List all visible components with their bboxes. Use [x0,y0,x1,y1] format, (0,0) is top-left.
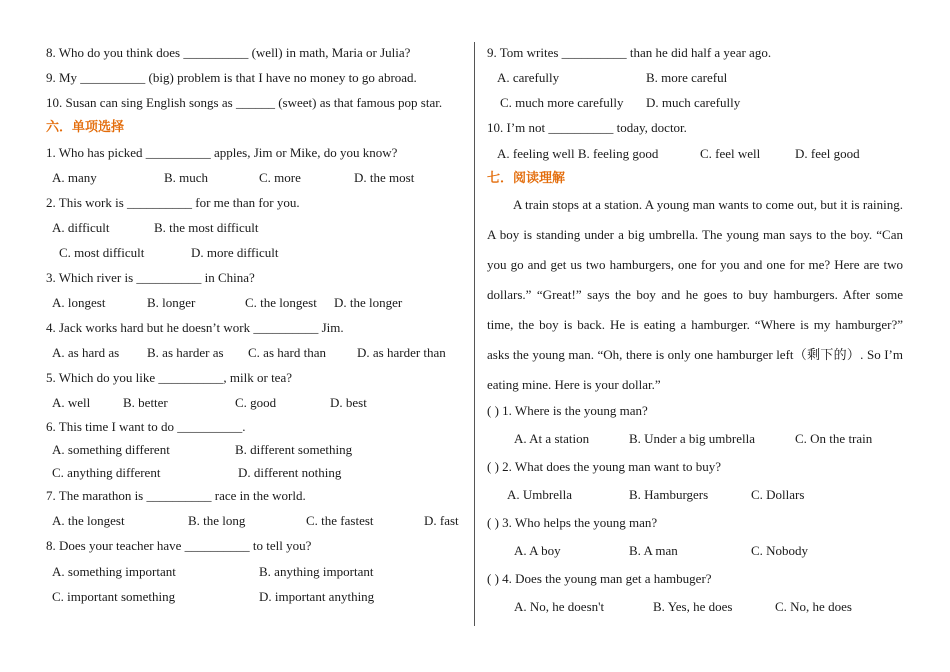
reading-question-3: ( ) 3. Who helps the young man? [487,515,658,530]
mc-question-3: 3. Which river is __________ in China? [46,270,255,285]
reading-option: A. A boy [514,543,561,558]
mc-option: B. more careful [646,70,728,85]
reading-option: A. Umbrella [507,487,572,502]
mc-option: C. more [259,170,301,185]
column-divider [474,42,475,626]
reading-option: B. Hamburgers [629,487,709,502]
reading-option: B. A man [629,543,678,558]
mc-option: C. much more carefully [500,95,624,110]
mc-option: D. different nothing [238,465,342,480]
section-heading-reading: 七．阅读理解 [487,171,566,186]
mc-question-5: 5. Which do you like __________, milk or tea? [46,370,292,385]
mc-option: B. better [123,395,168,410]
mc-option: A. difficult [52,220,110,235]
mc-option: A. the longest [52,513,125,528]
mc-option: A. feeling well B. feeling good [497,146,659,161]
mc-option: A. well [52,395,91,410]
mc-option: B. much [164,170,209,185]
mc-option: D. important anything [259,589,375,604]
fill-question-8: 8. Who do you think does __________ (well) in math, Maria or Julia? [46,45,411,60]
reading-passage: A train stops at a station. A young man wants to come out, but it is raining. A boy is standing under a big umbrella. The young man says to the boy. “Can you go and get us two hamburgers, one for you and one for me? Here are two dollars.” “Great!” says the boy and he goes to buy hamburgers. After some time, the boy is back. He is eating a hamburger. “Where is my hamburger?” asks the young man. “Oh, there is only one hamburger left（剩下的）. So I’m eating mine. Here is your dollar.” [487,197,903,392]
reading-option: B. Yes, he does [653,599,733,614]
mc-option: B. the long [188,513,246,528]
reading-question-2: ( ) 2. What does the young man want to buy? [487,459,722,474]
mc-question-10: 10. I’m not __________ today, doctor. [487,120,687,135]
mc-option: A. something important [52,564,176,579]
mc-question-4: 4. Jack works hard but he doesn’t work __________ Jim. [46,320,344,335]
mc-option: D. as harder than [357,345,446,360]
mc-question-6: 6. This time I want to do __________. [46,419,246,434]
mc-option: A. longest [52,295,106,310]
mc-option: B. anything important [259,564,374,579]
mc-option: C. important something [52,589,176,604]
reading-option: A. No, he doesn't [514,599,605,614]
mc-option: C. most difficult [59,245,145,260]
mc-question-1: 1. Who has picked __________ apples, Jim or Mike, do you know? [46,145,398,160]
mc-option: D. the most [354,170,415,185]
reading-option: C. No, he does [775,599,852,614]
mc-option: D. fast [424,513,459,528]
mc-option: B. different something [235,442,353,457]
reading-option: A. At a station [514,431,590,446]
section-heading-multiple-choice: 六．单项选择 [46,120,125,135]
reading-option: C. Dollars [751,487,805,502]
reading-option: C. On the train [795,431,873,446]
mc-option: B. longer [147,295,196,310]
fill-question-10: 10. Susan can sing English songs as ______ (sweet) as that famous pop star. [46,95,443,110]
mc-option: B. the most difficult [154,220,259,235]
mc-option: B. as harder as [147,345,224,360]
reading-question-4: ( ) 4. Does the young man get a hambuger? [487,571,712,586]
mc-option: D. the longer [334,295,403,310]
mc-option: D. feel good [795,146,860,161]
mc-option: D. more difficult [191,245,279,260]
mc-question-9: 9. Tom writes __________ than he did half a year ago. [487,45,772,60]
reading-question-1: ( ) 1. Where is the young man? [487,403,648,418]
mc-question-7: 7. The marathon is __________ race in the world. [46,488,306,503]
mc-option: C. the longest [245,295,317,310]
mc-option: D. best [330,395,367,410]
mc-option: A. as hard as [52,345,120,360]
mc-option: C. as hard than [248,345,326,360]
mc-option: A. something different [52,442,170,457]
mc-option: C. feel well [700,146,761,161]
mc-option: A. carefully [497,70,560,85]
mc-question-8: 8. Does your teacher have __________ to tell you? [46,538,312,553]
reading-option: C. Nobody [751,543,809,558]
mc-question-2: 2. This work is __________ for me than for you. [46,195,300,210]
reading-option: B. Under a big umbrella [629,431,755,446]
mc-option: C. good [235,395,277,410]
mc-option: D. much carefully [646,95,741,110]
mc-option: A. many [52,170,97,185]
mc-option: C. anything different [52,465,161,480]
fill-question-9: 9. My __________ (big) problem is that I have no money to go abroad. [46,70,417,85]
mc-option: C. the fastest [306,513,374,528]
